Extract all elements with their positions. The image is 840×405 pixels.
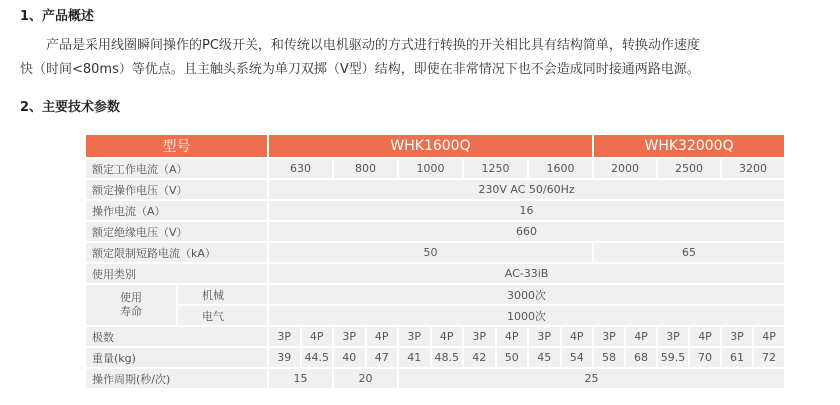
table-row	[85, 158, 785, 179]
cell: 50	[268, 242, 593, 263]
cell: 54	[561, 347, 594, 368]
cell: 44.5	[301, 347, 334, 368]
cell: 25	[398, 368, 785, 389]
cell: 4P	[753, 326, 785, 347]
cell: 70	[689, 347, 721, 368]
table-row	[85, 221, 785, 242]
cell: 3P	[398, 326, 431, 347]
table-row	[85, 368, 785, 389]
cell: 16	[268, 200, 785, 221]
cell: 630	[268, 158, 333, 179]
table-row	[85, 200, 785, 221]
table-row	[85, 242, 785, 263]
cell: 48.5	[431, 347, 464, 368]
cell: 4P	[561, 326, 594, 347]
cell: 4P	[301, 326, 334, 347]
table-row	[85, 284, 785, 305]
cell: 1600	[528, 158, 593, 179]
cell: 41	[398, 347, 431, 368]
cell: 58	[593, 347, 625, 368]
cell: 3200	[721, 158, 785, 179]
cell: 3P	[268, 326, 301, 347]
cell: 4P	[431, 326, 464, 347]
row-label: 额定操作电压（V）	[85, 179, 268, 200]
cell: 15	[268, 368, 333, 389]
cell: 3P	[593, 326, 625, 347]
row-label: 使用类别	[85, 263, 268, 284]
cell: 59.5	[657, 347, 689, 368]
cell: 61	[721, 347, 753, 368]
cell: 45	[528, 347, 561, 368]
cell: 3P	[463, 326, 496, 347]
row-label: 额定限制短路电流（kA）	[85, 242, 268, 263]
cell: 4P	[689, 326, 721, 347]
header-model-1: WHK1600Q	[268, 134, 593, 158]
section-title-parameters: 2、主要技术参数	[20, 100, 121, 115]
overview-line-1: 产品是采用线圈瞬间操作的PC级开关，和传统以电机驱动的方式进行转换的开关相比具有结构简单，转换动作速度	[46, 38, 700, 53]
row-label: 额定工作电流（A）	[85, 158, 268, 179]
row-label: 操作电流（A）	[85, 200, 268, 221]
cell: 3P	[333, 326, 366, 347]
row-sublabel: 机械	[177, 284, 268, 305]
cell: AC-33iB	[268, 263, 785, 284]
cell: 660	[268, 221, 785, 242]
overview-line-2: 快（时间<80ms）等优点。且主触头系统为单刀双掷（V型）结构，即使在非常情况下也不会造成同时接通两路电源。	[20, 62, 700, 77]
cell: 39	[268, 347, 301, 368]
row-label: 极数	[85, 326, 268, 347]
cell: 3P	[721, 326, 753, 347]
cell: 3P	[528, 326, 561, 347]
header-model: 型号	[85, 134, 268, 158]
cell: 1000	[398, 158, 463, 179]
cell: 4P	[496, 326, 529, 347]
row-sublabel: 电气	[177, 305, 268, 326]
cell: 68	[625, 347, 657, 368]
cell: 800	[333, 158, 398, 179]
table-header-row	[85, 134, 785, 158]
cell: 1250	[463, 158, 528, 179]
cell: 1000次	[268, 305, 785, 326]
header-model-2: WHK32000Q	[593, 134, 785, 158]
spec-table	[84, 133, 786, 390]
row-label: 额定绝缘电压（V）	[85, 221, 268, 242]
cell: 3P	[657, 326, 689, 347]
cell: 65	[593, 242, 785, 263]
table-row	[85, 347, 785, 368]
table-row	[85, 305, 785, 326]
cell: 20	[333, 368, 398, 389]
row-label: 操作周期(秒/次)	[85, 368, 268, 389]
cell: 4P	[625, 326, 657, 347]
cell: 2000	[593, 158, 657, 179]
cell: 2500	[657, 158, 721, 179]
cell: 3000次	[268, 284, 785, 305]
table-row	[85, 326, 785, 347]
cell: 72	[753, 347, 785, 368]
cell: 4P	[366, 326, 399, 347]
row-label: 重量(kg)	[85, 347, 268, 368]
overview-paragraph	[20, 34, 820, 82]
cell: 230V AC 50/60Hz	[268, 179, 785, 200]
table-row	[85, 179, 785, 200]
cell: 42	[463, 347, 496, 368]
section-title-overview: 1、产品概述	[20, 9, 95, 24]
cell: 47	[366, 347, 399, 368]
cell: 50	[496, 347, 529, 368]
cell: 40	[333, 347, 366, 368]
row-label-life: 使用 寿命	[85, 284, 177, 326]
table-row	[85, 263, 785, 284]
